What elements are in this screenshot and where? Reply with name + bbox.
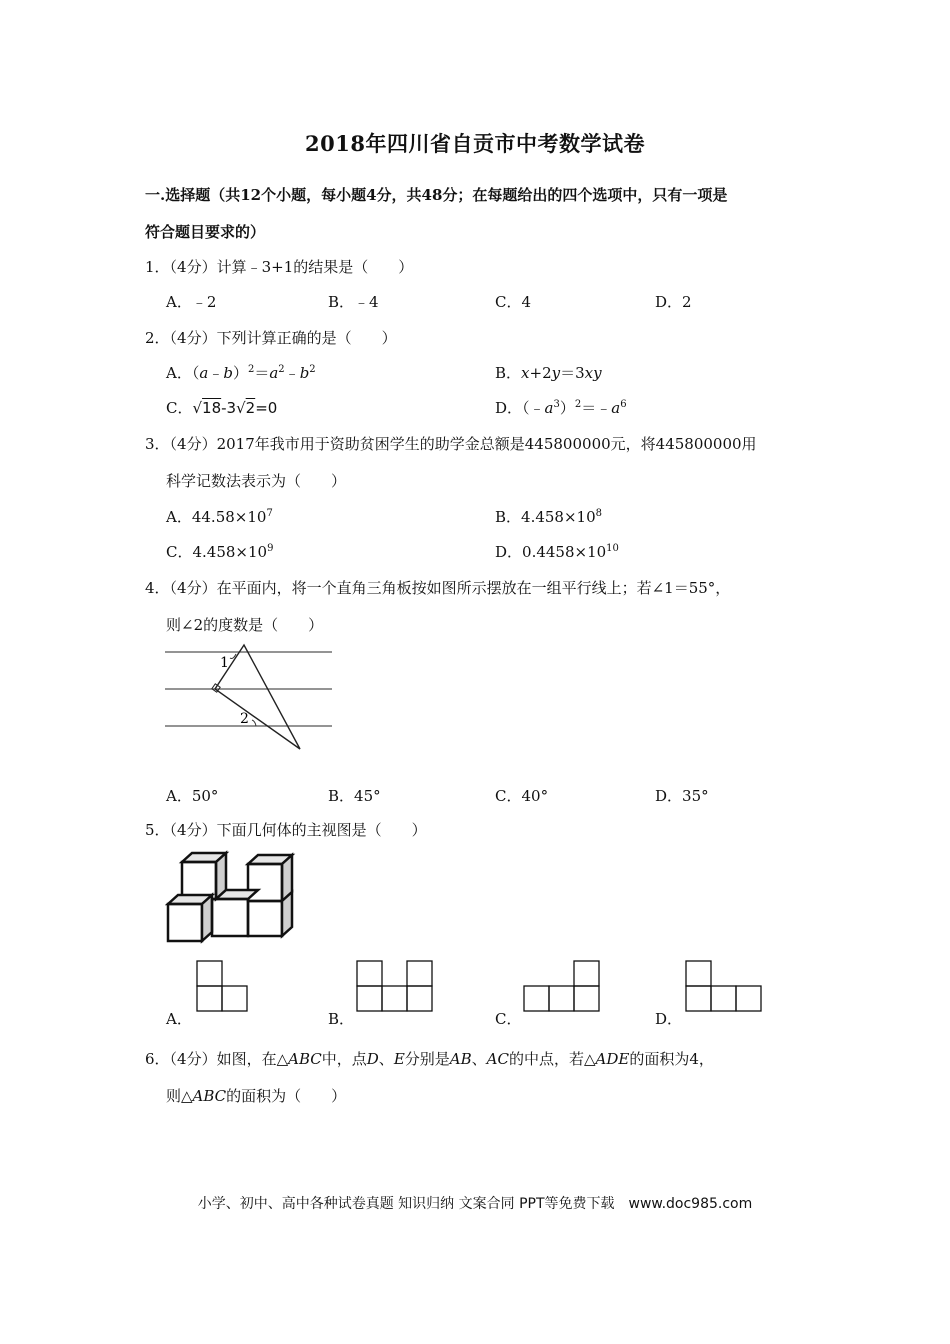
question-4-option-c: C．40° (495, 787, 549, 805)
question-3-option-d: D．$0.4458\times 10^{10}$ (495, 543, 619, 561)
page-title: 2018年四川省自贡市中考数学试卷 (305, 131, 645, 156)
question-4-option-a: A．50° (166, 787, 219, 805)
question-4-stem-line1: 4．（4分）在平面内，将一个直角三角板按如图所示摆放在一组平行线上；若∠1＝55°， (145, 579, 731, 597)
question-1-option-d: D．2 (655, 293, 692, 311)
question-4-stem-line2: 则∠2的度数是（ ） (166, 616, 324, 634)
question-5-option-b: B． (328, 1010, 355, 1028)
question-3-option-b: B．$4.458\times 10^8$ (495, 508, 602, 526)
question-1-option-b: B．﹣4 (328, 293, 379, 311)
question-5-stem: 5．（4分）下面几何体的主视图是（ ） (145, 821, 427, 839)
question-2-option-d: D．$(﹣a^3)^2=﹣a^6$ (495, 399, 627, 417)
question-1-option-a: A．﹣2 (166, 293, 217, 311)
question-4-option-b: B．45° (328, 787, 381, 805)
question-6-stem-line2: 则△ABC的面积为（ ） (166, 1087, 347, 1105)
question-4-option-d: D．35° (655, 787, 709, 805)
question-2-option-c: C．√18-3√2=0 (166, 399, 278, 417)
question-1-option-c: C．4 (495, 293, 532, 311)
cube-solid-figure (165, 850, 300, 945)
question-2-option-a: A．$(a﹣b)^2=a^2﹣b^2$ (166, 364, 316, 382)
question-2-stem: 2．（4分）下列计算正确的是（ ） (145, 329, 397, 347)
question-3-option-c: C．$4.458\times 10^9$ (166, 543, 274, 561)
question-5-option-c: C． (495, 1010, 522, 1028)
question-6-stem-line1: 6．（4分）如图，在△ABC中，点D、E分别是AB、AC的中点，若△ADE的面积为4， (145, 1050, 714, 1068)
question-1-stem: 1．（4分）计算﹣3+1的结果是（ ） (145, 258, 414, 276)
question-3-stem-line2: 科学记数法表示为（ ） (166, 472, 347, 490)
option-a-view (195, 959, 249, 1013)
option-b-view (355, 959, 435, 1013)
question-5-option-a: A． (166, 1010, 192, 1028)
footer-text: 小学、初中、高中各种试卷真题 知识归纳 文案合同 PPT等免费下载 www.doc985.com (197, 1196, 753, 1212)
option-d-view (684, 959, 764, 1013)
question-3-stem-line1: 3．（4分）2017年我市用于资助贫困学生的助学金总额是445800000元，将445800000用 (145, 435, 757, 453)
angle-2-label: 2 (240, 711, 249, 727)
section-heading-line2: 符合题目要求的） (145, 223, 266, 241)
angle-1-label: 1 (220, 655, 229, 671)
question-5-option-d: D． (655, 1010, 683, 1028)
question-2-option-b: B．x+2y＝3xy (495, 364, 602, 382)
question-3-option-a: A．$44.58\times 10^7$ (166, 508, 273, 526)
section-heading-line1: 一.选择题（共12个小题，每小题4分，共48分；在每题给出的四个选项中，只有一项是 (145, 186, 728, 204)
option-c-view (522, 959, 602, 1013)
parallel-lines-triangle-figure (160, 640, 340, 755)
